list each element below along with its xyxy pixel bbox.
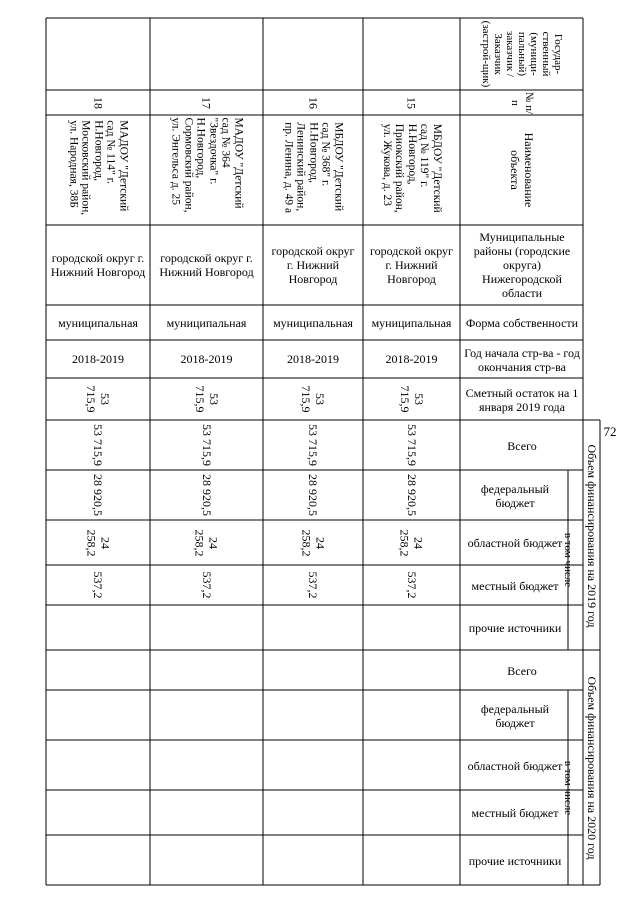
cell-regional bbox=[152, 521, 261, 564]
header-remainder-text: Сметный остаток на 1 января 2019 года bbox=[465, 385, 579, 414]
cell-regional-text: 24 258,2 bbox=[192, 529, 221, 556]
cell-name bbox=[152, 116, 261, 224]
cell-regional bbox=[365, 521, 458, 564]
including-2019 bbox=[560, 475, 576, 645]
cell-ownership-text: муниципальная bbox=[166, 315, 247, 330]
cell-local bbox=[152, 566, 261, 604]
cell-regional-text: 24 258,2 bbox=[397, 529, 426, 556]
y2019-title bbox=[584, 423, 600, 649]
cell-regional bbox=[265, 521, 361, 564]
header-2019-federal bbox=[463, 471, 567, 520]
cell-remainder bbox=[365, 379, 458, 419]
cell-years bbox=[365, 341, 458, 377]
header-2020-other-text: прочие источники bbox=[468, 853, 562, 868]
header-2019-regional-text: областной бюджет bbox=[467, 536, 563, 550]
header-remainder bbox=[463, 379, 581, 420]
cell-federal-text: 28 920,5 bbox=[404, 474, 419, 516]
header-2019-local bbox=[463, 566, 567, 605]
cell-total-text: 53 715,9 bbox=[306, 424, 320, 466]
cell-total bbox=[265, 421, 361, 469]
cell-years-text: 2018-2019 bbox=[385, 352, 438, 366]
cell-local bbox=[365, 566, 458, 604]
cell-name-text: МБДОУ "Детский сад № 368" г. Н.Новгород, Ленинский район, пр. Ленина, д. 49 а bbox=[282, 122, 345, 213]
cell-district bbox=[48, 226, 148, 304]
header-2019-local-text: местный бюджет bbox=[471, 578, 559, 593]
page-number: 72 bbox=[603, 424, 617, 439]
cell-federal bbox=[265, 471, 361, 519]
cell-local-text: 537,2 bbox=[306, 571, 320, 599]
including-2020 bbox=[560, 698, 576, 878]
cell-years-text: 2018-2019 bbox=[72, 352, 124, 366]
cell-district-text: городской округ г. Нижний Новгород bbox=[271, 244, 355, 286]
cell-regional-text: 24 258,2 bbox=[299, 529, 327, 556]
header-2019-federal-text: федеральный бюджет bbox=[480, 481, 550, 510]
cell-remainder bbox=[48, 379, 148, 419]
cell-num-text: 15 bbox=[404, 96, 419, 109]
cell-num bbox=[265, 91, 361, 114]
cell-ownership bbox=[152, 306, 261, 339]
cell-name-text: МАДОУ "Детский сад № 114" г. Н.Новгород, Московский район, ул. Народная, 38Б bbox=[67, 120, 130, 215]
cell-district bbox=[365, 226, 458, 304]
header-2019-total-text: Всего bbox=[507, 438, 537, 453]
cell-years-text: 2018-2019 bbox=[287, 352, 339, 366]
cell-district-text: городской округ г. Нижний Новгород bbox=[159, 251, 254, 279]
cell-ownership-text: муниципальная bbox=[58, 315, 138, 330]
cell-years bbox=[265, 341, 361, 377]
header-2020-other bbox=[463, 836, 567, 885]
cell-local-text: 537,2 bbox=[404, 571, 419, 599]
cell-num-text: 16 bbox=[306, 96, 320, 109]
header-2019-other bbox=[463, 606, 567, 650]
header-district-text: Муниципальные районы (городские округа) Нижегородской области bbox=[473, 230, 571, 300]
header-2020-regional-text: областной бюджет bbox=[467, 758, 563, 773]
cell-num-text: 17 bbox=[199, 96, 214, 109]
header-number bbox=[508, 90, 536, 115]
cell-name-text: МАДОУ "Детский сад № 364 "Звездочка" г. Н.Новгород, Сормовский район, ул. Энгельса д. 25 bbox=[169, 117, 244, 213]
header-2020-local-text: местный бюджет bbox=[471, 806, 559, 820]
cell-federal-text: 28 920,5 bbox=[199, 474, 214, 516]
header-2020-federal bbox=[463, 691, 567, 740]
header-number-text: № п/п bbox=[509, 91, 535, 114]
cell-name bbox=[365, 116, 458, 224]
cell-district bbox=[265, 226, 361, 304]
cell-remainder-text: 53 715,9 bbox=[84, 385, 112, 413]
cell-remainder-text: 53 715,9 bbox=[397, 385, 426, 413]
cell-total-text: 53 715,9 bbox=[404, 424, 419, 466]
cell-ownership-text: муниципальная bbox=[371, 315, 452, 330]
including-2019-text: в том числе bbox=[562, 532, 574, 588]
cell-name bbox=[265, 116, 361, 224]
cell-local bbox=[48, 566, 148, 604]
cell-total bbox=[152, 421, 261, 469]
header-ownership bbox=[463, 306, 581, 340]
cell-name-text: МБДОУ "Детский сад № 119" г. Н.Новгород, Приокский район, ул. Жукова, д. 23 bbox=[380, 123, 443, 213]
including-2020-text: в том числе bbox=[562, 760, 574, 816]
header-object-name-text: Наименование объекта bbox=[508, 132, 536, 208]
y2020-title bbox=[584, 650, 600, 886]
header-years bbox=[463, 341, 581, 378]
cell-remainder bbox=[265, 379, 361, 419]
header-object-name bbox=[470, 115, 574, 225]
header-2019-other-text: прочие источники bbox=[468, 621, 562, 635]
cell-total-text: 53 715,9 bbox=[91, 424, 105, 466]
header-2020-total bbox=[463, 651, 581, 690]
cell-years bbox=[152, 341, 261, 377]
cell-name bbox=[48, 116, 148, 224]
header-ownership-text: Форма собственности bbox=[465, 316, 579, 330]
cell-district-text: городской округ г. Нижний Новгород bbox=[370, 244, 453, 286]
cell-num bbox=[365, 91, 458, 114]
cell-local-text: 537,2 bbox=[199, 571, 214, 599]
header-years-text: Год начала стр-ва - год окончания стр-ва bbox=[464, 345, 580, 374]
header-district bbox=[463, 228, 581, 302]
cell-local-text: 537,2 bbox=[91, 571, 105, 599]
cell-years bbox=[48, 341, 148, 377]
cell-remainder-text: 53 715,9 bbox=[192, 385, 221, 413]
header-customer-text: Государ-ственный (муници-пальный) заказчик / Заказчик (застрой-щик) bbox=[480, 20, 564, 88]
header-2020-total-text: Всего bbox=[507, 663, 537, 678]
cell-total bbox=[48, 421, 148, 469]
cell-regional bbox=[48, 521, 148, 564]
cell-ownership bbox=[265, 306, 361, 339]
cell-federal bbox=[48, 471, 148, 519]
header-2020-local bbox=[463, 791, 567, 835]
y2020-title-text: Объем финансирования на 2020 год bbox=[585, 676, 599, 860]
cell-total bbox=[365, 421, 458, 469]
header-2019-total bbox=[463, 421, 581, 470]
cell-num bbox=[152, 91, 261, 114]
cell-federal bbox=[152, 471, 261, 519]
cell-num-text: 18 bbox=[91, 96, 105, 109]
cell-federal-text: 28 920,5 bbox=[306, 474, 320, 516]
cell-district-text: городской округ г. Нижний Новгород bbox=[50, 251, 146, 279]
cell-regional-text: 24 258,2 bbox=[84, 529, 112, 556]
cell-total-text: 53 715,9 bbox=[199, 424, 214, 466]
cell-ownership bbox=[48, 306, 148, 339]
y2019-title-text: Объем финансирования на 2019 год bbox=[585, 444, 599, 628]
cell-num bbox=[48, 91, 148, 114]
header-2020-federal-text: федеральный бюджет bbox=[480, 701, 550, 730]
cell-remainder-text: 53 715,9 bbox=[299, 385, 327, 413]
cell-ownership bbox=[365, 306, 458, 339]
header-2020-regional bbox=[463, 741, 567, 790]
cell-years-text: 2018-2019 bbox=[180, 352, 233, 366]
header-customer bbox=[480, 12, 564, 96]
cell-district bbox=[152, 226, 261, 304]
cell-federal bbox=[365, 471, 458, 519]
cell-ownership-text: муниципальная bbox=[273, 315, 353, 330]
cell-remainder bbox=[152, 379, 261, 419]
cell-federal-text: 28 920,5 bbox=[91, 474, 105, 516]
cell-local bbox=[265, 566, 361, 604]
header-2019-regional bbox=[463, 521, 567, 565]
